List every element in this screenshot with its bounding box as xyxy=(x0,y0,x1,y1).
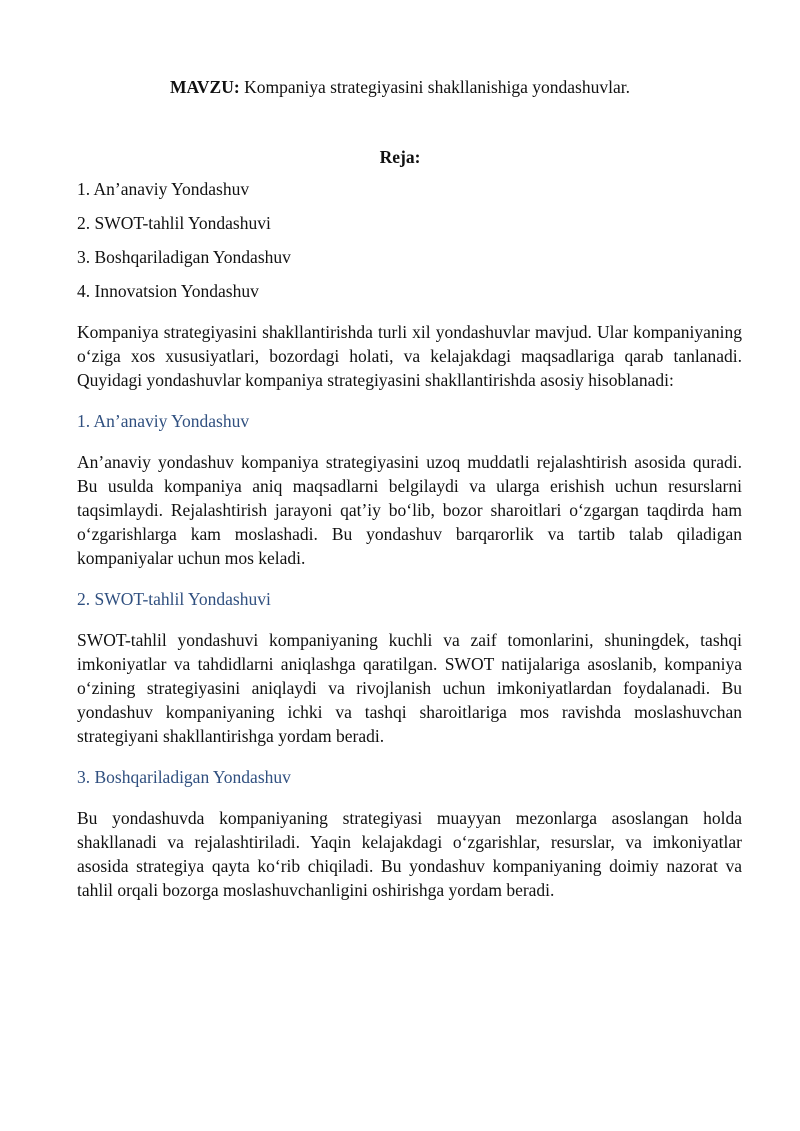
plan-item: 4. Innovatsion Yondashuv xyxy=(77,281,259,301)
plan-title: Reja: xyxy=(379,147,421,167)
plan-item: 1. An’anaviy Yondashuv xyxy=(77,179,250,199)
section-heading: 3. Boshqariladigan Yondashuv xyxy=(77,767,291,787)
plan-item: 2. SWOT-tahlil Yondashuvi xyxy=(77,213,271,233)
section-heading: 1. An’anaviy Yondashuv xyxy=(77,411,250,431)
title-label: MAVZU: xyxy=(170,77,240,97)
intro-paragraph: Kompaniya strategiyasini shakllantirishda turli xil yondashuvlar mavjud. Ular kompaniyaning o‘ziga xos xususiyatlari, bozordagi holati, va kelajakdagi maqsadlariga qarab tanlanadi. Quyidagi yondashuvlar kompaniya strategiyasini shakllantirishda asosiy hisoblanadi: xyxy=(77,322,742,390)
plan-list xyxy=(77,177,291,313)
document-title xyxy=(0,75,800,99)
section-paragraph: Bu yondashuvda kompaniyaning strategiyasi muayyan mezonlarga asoslangan holda shakllanadi va rejalashtiriladi. Yaqin kelajakdagi o‘zgarishlar, resurslar, va imkoniyatlar asosida strategiya qayta ko‘rib chiqiladi. Bu yondashuv kompaniyaning doimiy nazorat va tahlil orqali bozorga moslashuvchanligini oshirishga yordam beradi. xyxy=(77,808,742,900)
plan-item: 3. Boshqariladigan Yondashuv xyxy=(77,247,291,267)
document-body xyxy=(77,320,742,919)
section-heading: 2. SWOT-tahlil Yondashuvi xyxy=(77,589,271,609)
section-paragraph: An’anaviy yondashuv kompaniya strategiyasini uzoq muddatli rejalashtirish asosida quradi. Bu usulda kompaniya aniq maqsadlarni belgilaydi va ularga erishish uchun resurslarni taqsimlaydi. Rejalashtirish jarayoni qat’iy bo‘lib, bozor sharoitlari o‘zgargan taqdirda ham o‘zgarishlarga kam moslashadi. Bu yondashuv barqarorlik va tartib talab qiladigan kompaniyalar uchun mos keladi. xyxy=(77,452,742,568)
section-paragraph: SWOT-tahlil yondashuvi kompaniyaning kuchli va zaif tomonlarini, shuningdek, tashqi imkoniyatlar va tahdidlarni aniqlashga qaratilgan. SWOT natijalariga asoslanib, kompaniya o‘zining strategiyasini aniqlaydi va rivojlanish uchun imkoniyatlardan foydalanadi. Bu yondashuv kompaniyaning ichki va tashqi sharoitlariga mos ravishda moslashuvchan strategiyani shakllantirishga yordam beradi. xyxy=(77,630,742,746)
title-topic: Kompaniya strategiyasini shakllanishiga yondashuvlar. xyxy=(244,77,630,97)
